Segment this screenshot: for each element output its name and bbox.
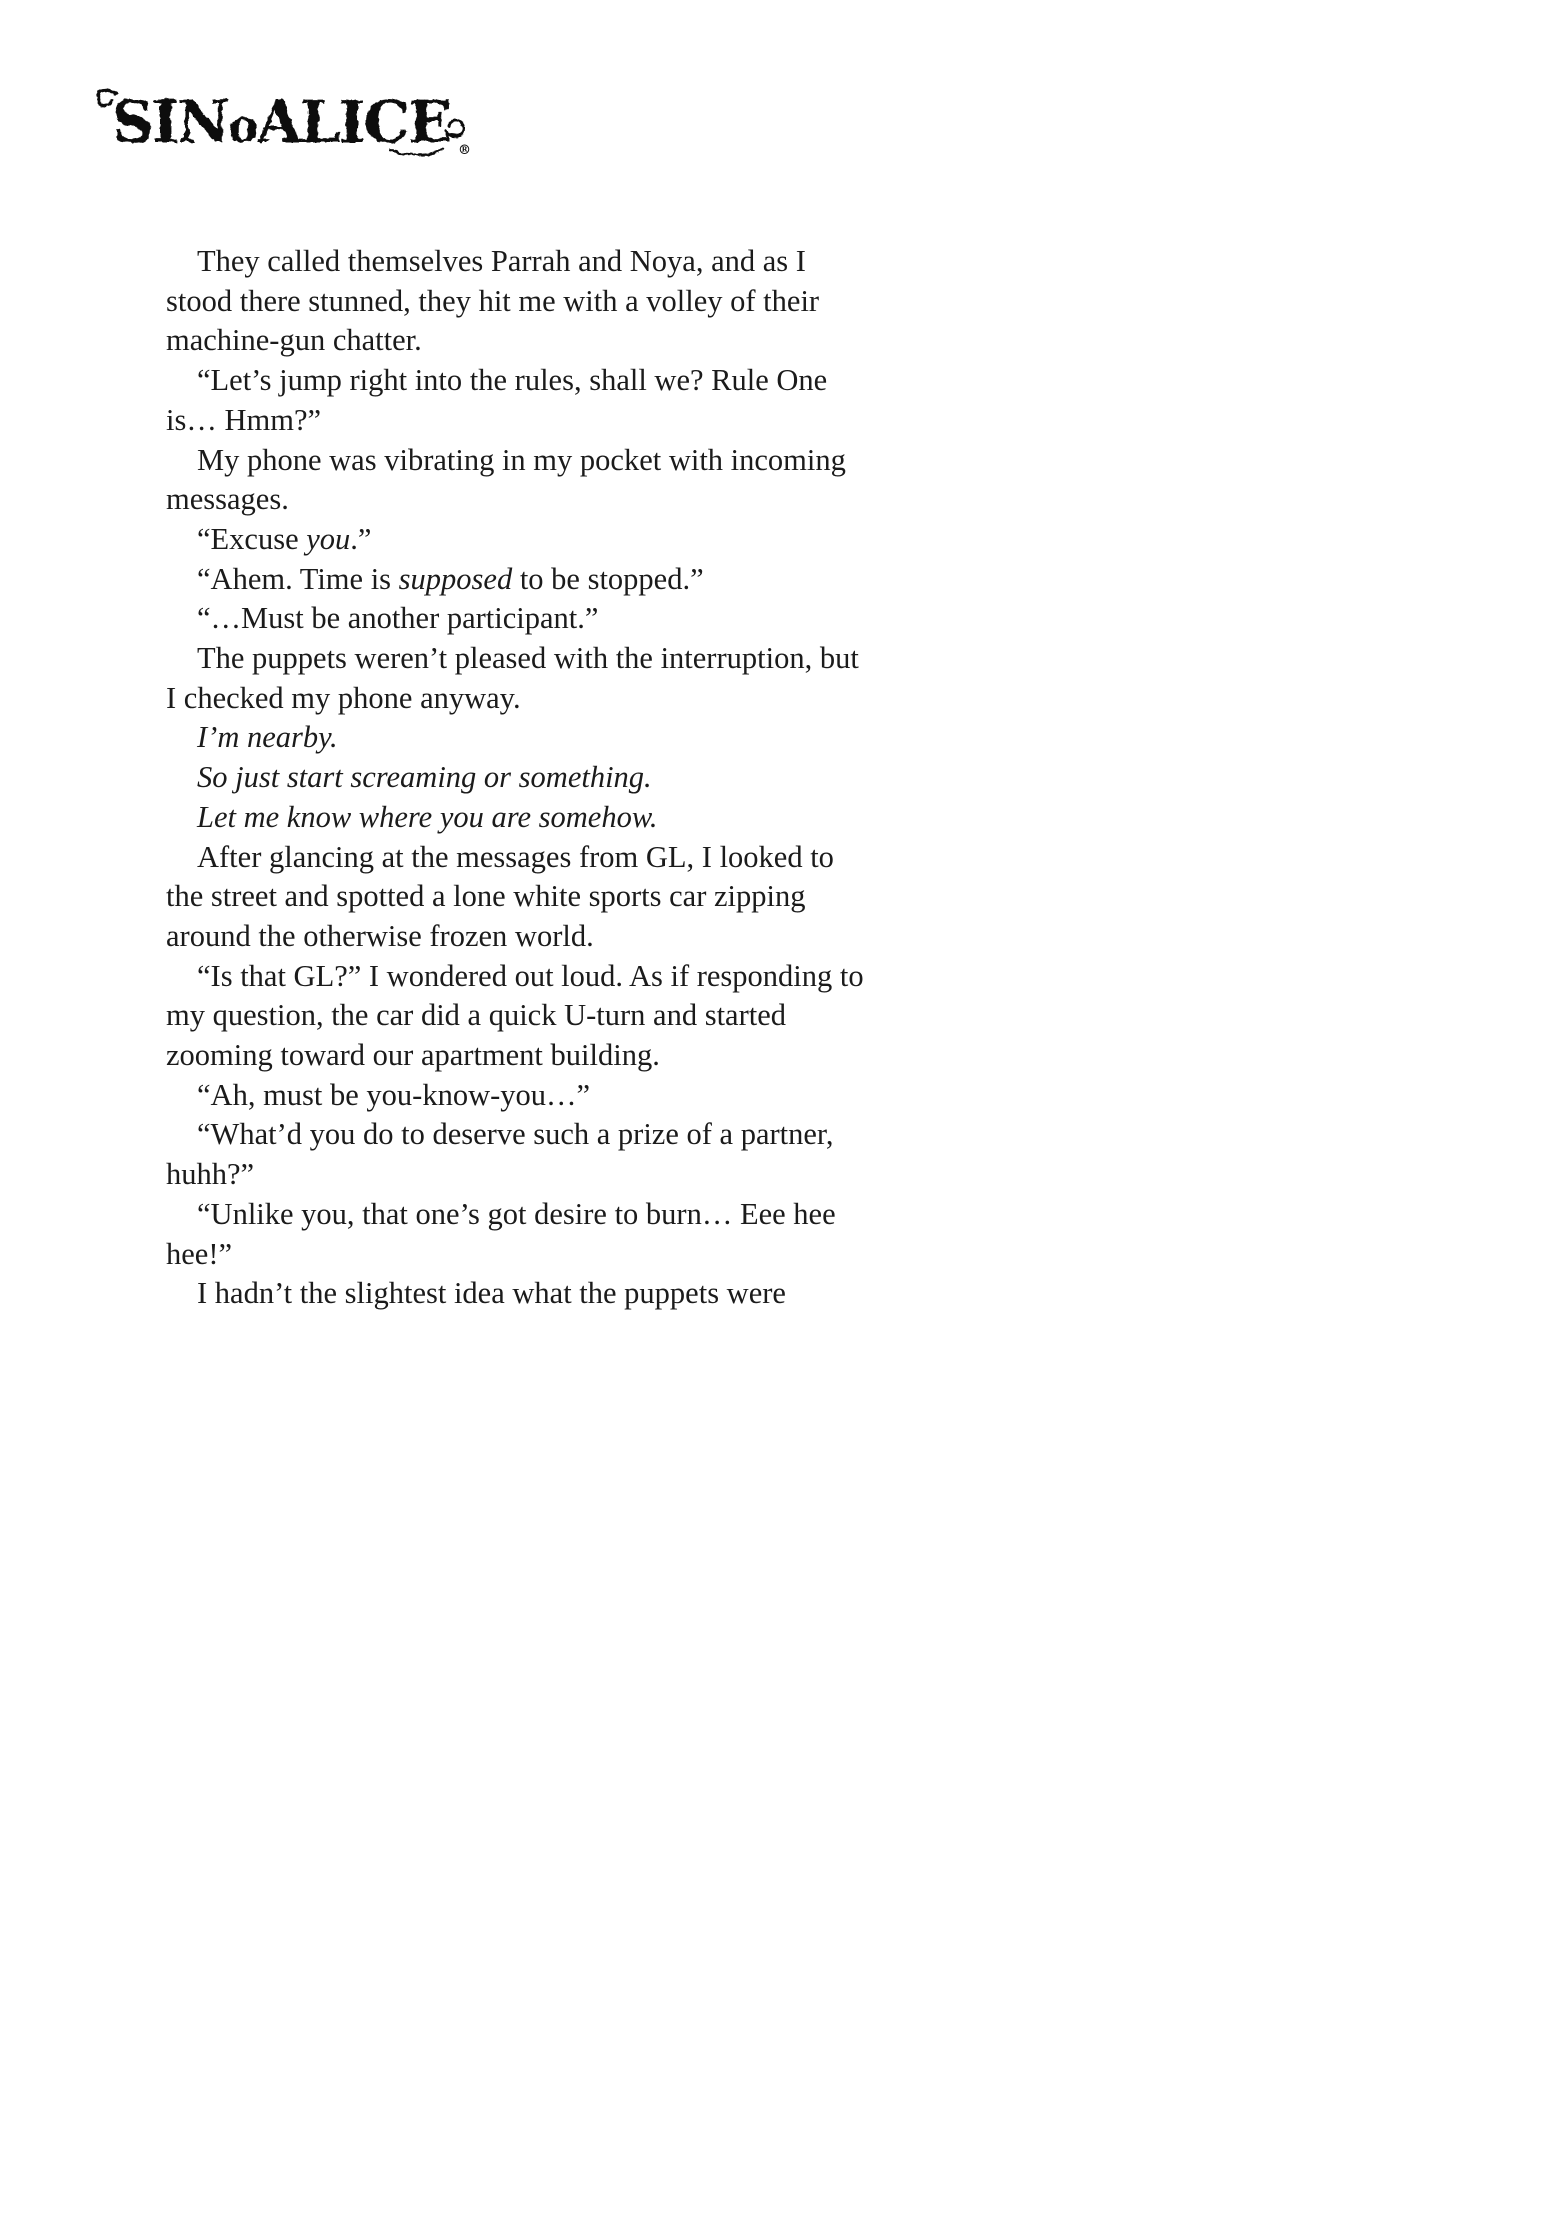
paragraph-segment: “What’d you do to deserve such a prize of a partner, huhh?” xyxy=(166,1117,834,1192)
paragraph-segment: “Ahem. Time is xyxy=(197,561,399,596)
paragraph xyxy=(166,1274,870,1314)
paragraph xyxy=(166,520,870,560)
paragraph xyxy=(166,718,870,758)
paragraph-segment: The puppets weren’t pleased with the interruption, but I checked my phone anyway. xyxy=(166,641,859,715)
paragraph-segment: “Let’s jump right into the rules, shall we? Rule One is… Hmm?” xyxy=(166,363,828,437)
paragraph xyxy=(166,599,870,639)
page-text xyxy=(166,242,870,1314)
paragraph xyxy=(166,361,870,440)
paragraph-segment: My phone was vibrating in my pocket with incoming messages. xyxy=(166,442,846,517)
logo-text xyxy=(112,88,450,156)
paragraph-segment: supposed xyxy=(398,561,513,596)
paragraph xyxy=(166,1115,870,1194)
paragraph-segment: I’m nearby. xyxy=(197,720,338,755)
logo-text-alice: ALICE xyxy=(256,88,451,156)
paragraph-segment: “Is that GL?” I wondered out loud. As if responding to my question, the car did a quick U-turn and started zooming toward our apartment building. xyxy=(166,958,864,1073)
paragraph-segment: I hadn’t the slightest idea what the puppets were xyxy=(197,1276,786,1311)
registered-trademark-symbol: ® xyxy=(458,143,469,158)
paragraph-segment: After glancing at the messages from GL, I looked to the street and spotted a lone white sports car zipping around the otherwise frozen world. xyxy=(166,839,834,953)
paragraph-segment: “…Must be another participant.” xyxy=(197,601,599,636)
logo-text-o: o xyxy=(228,99,257,153)
paragraph-segment: to be stopped.” xyxy=(512,561,704,596)
logo-text-sin: SIN xyxy=(112,88,229,156)
paragraph-segment: So just start screaming or something. xyxy=(197,760,652,795)
paragraph-segment: “Unlike you, that one’s got desire to burn… Eee hee hee!” xyxy=(166,1196,836,1271)
paragraph xyxy=(166,441,870,520)
paragraph xyxy=(166,798,870,838)
paragraph-segment: .” xyxy=(350,521,372,556)
paragraph xyxy=(166,242,870,361)
sinoalice-logo xyxy=(90,78,490,174)
paragraph xyxy=(166,957,870,1076)
sinoalice-logo-graphic xyxy=(90,78,490,174)
paragraph xyxy=(166,560,870,600)
paragraph xyxy=(166,838,870,957)
paragraph-segment: Let me know where you are somehow. xyxy=(197,799,658,834)
paragraph-segment: They called themselves Parrah and Noya, and as I stood there stunned, they hit me with a volley of their machine-gun chatter. xyxy=(166,244,820,358)
paragraph xyxy=(166,1076,870,1116)
paragraph-segment: “Excuse xyxy=(197,521,307,556)
paragraph-segment: “Ah, must be you-know-you…” xyxy=(197,1077,591,1112)
paragraph xyxy=(166,758,870,798)
paragraph xyxy=(166,639,870,718)
paragraph xyxy=(166,1195,870,1274)
paragraph-segment: you xyxy=(306,521,351,556)
